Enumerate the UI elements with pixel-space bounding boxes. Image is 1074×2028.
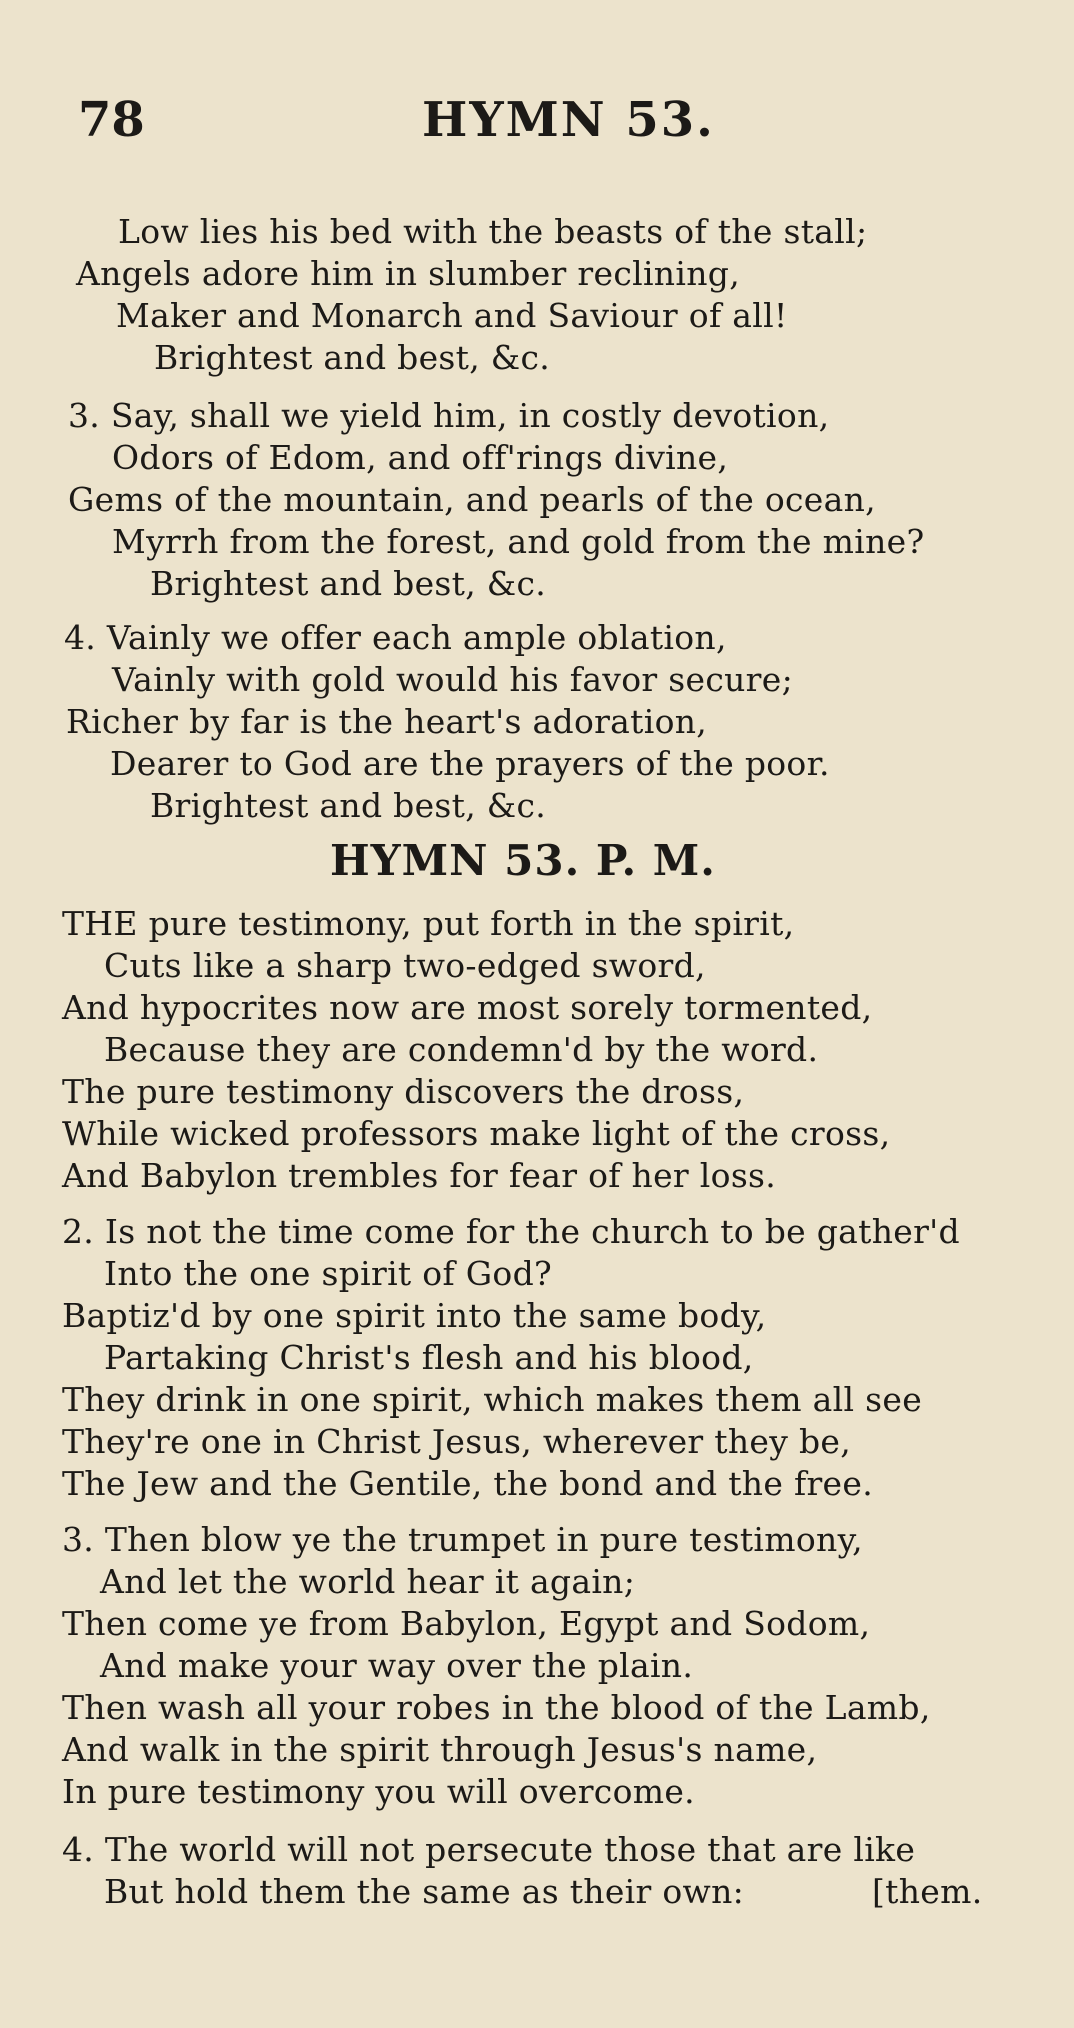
verse-line: And walk in the spirit through Jesus's name, (62, 1730, 818, 1769)
verse-line: 3. Then blow ye the trumpet in pure testimony, (62, 1520, 863, 1559)
verse-line: 2. Is not the time come for the church to be gather'd (62, 1212, 960, 1251)
verse-line: Partaking Christ's flesh and his blood, (104, 1338, 754, 1377)
verse-line: Richer by far is the heart's adoration, (66, 702, 708, 741)
verse-refrain: Brightest and best, &c. (150, 786, 547, 825)
verse-line: Gems of the mountain, and pearls of the ocean, (68, 480, 876, 519)
verse-refrain: Brightest and best, &c. (150, 564, 547, 603)
verse-line: In pure testimony you will overcome. (62, 1772, 695, 1811)
verse-line: The Jew and the Gentile, the bond and the free. (62, 1464, 873, 1503)
hymn-title: HYMN 53. P. M. (330, 836, 716, 885)
verse-line: And Babylon trembles for fear of her loss. (62, 1156, 777, 1195)
verse-line: Dearer to God are the prayers of the poor. (110, 744, 830, 783)
verse-line: Then wash all your robes in the blood of the Lamb, (62, 1688, 931, 1727)
verse-line: Because they are condemn'd by the word. (104, 1030, 819, 1069)
verse-line: Low lies his bed with the beasts of the stall; (118, 212, 868, 251)
verse-line: Vainly with gold would his favor secure; (112, 660, 793, 699)
verse-line: And let the world hear it again; (100, 1562, 636, 1601)
verse-line: While wicked professors make light of the cross, (62, 1114, 891, 1153)
verse-line: Maker and Monarch and Saviour of all! (116, 296, 788, 335)
verse-line: Cuts like a sharp two-edged sword, (104, 946, 706, 985)
verse-line: Odors of Edom, and off'rings divine, (112, 438, 729, 477)
running-title: HYMN 53. (422, 92, 715, 148)
verse-line: Into the one spirit of God? (104, 1254, 552, 1293)
page-number: 78 (78, 92, 145, 148)
verse-line: Then come ye from Babylon, Egypt and Sodom, (62, 1604, 871, 1643)
verse-line: Myrrh from the forest, and gold from the mine? (112, 522, 925, 561)
verse-line: 3. Say, shall we yield him, in costly devotion, (68, 396, 830, 435)
verse-line: And make your way over the plain. (100, 1646, 694, 1685)
verse-line: They're one in Christ Jesus, wherever they be, (62, 1422, 852, 1461)
verse-turnover: [them. (872, 1872, 983, 1911)
verse-line: Baptiz'd by one spirit into the same body, (62, 1296, 767, 1335)
verse-refrain: Brightest and best, &c. (154, 338, 551, 377)
verse-line: And hypocrites now are most sorely tormented, (62, 988, 873, 1027)
verse-line: 4. Vainly we offer each ample oblation, (64, 618, 727, 657)
verse-line: 4. The world will not persecute those that are like (62, 1830, 916, 1869)
verse-line: The pure testimony discovers the dross, (62, 1072, 745, 1111)
verse-line: They drink in one spirit, which makes them all see (62, 1380, 923, 1419)
verse-line: THE pure testimony, put forth in the spirit, (62, 904, 795, 943)
verse-line: But hold them the same as their own: (104, 1872, 745, 1911)
verse-line: Angels adore him in slumber reclining, (76, 254, 740, 293)
